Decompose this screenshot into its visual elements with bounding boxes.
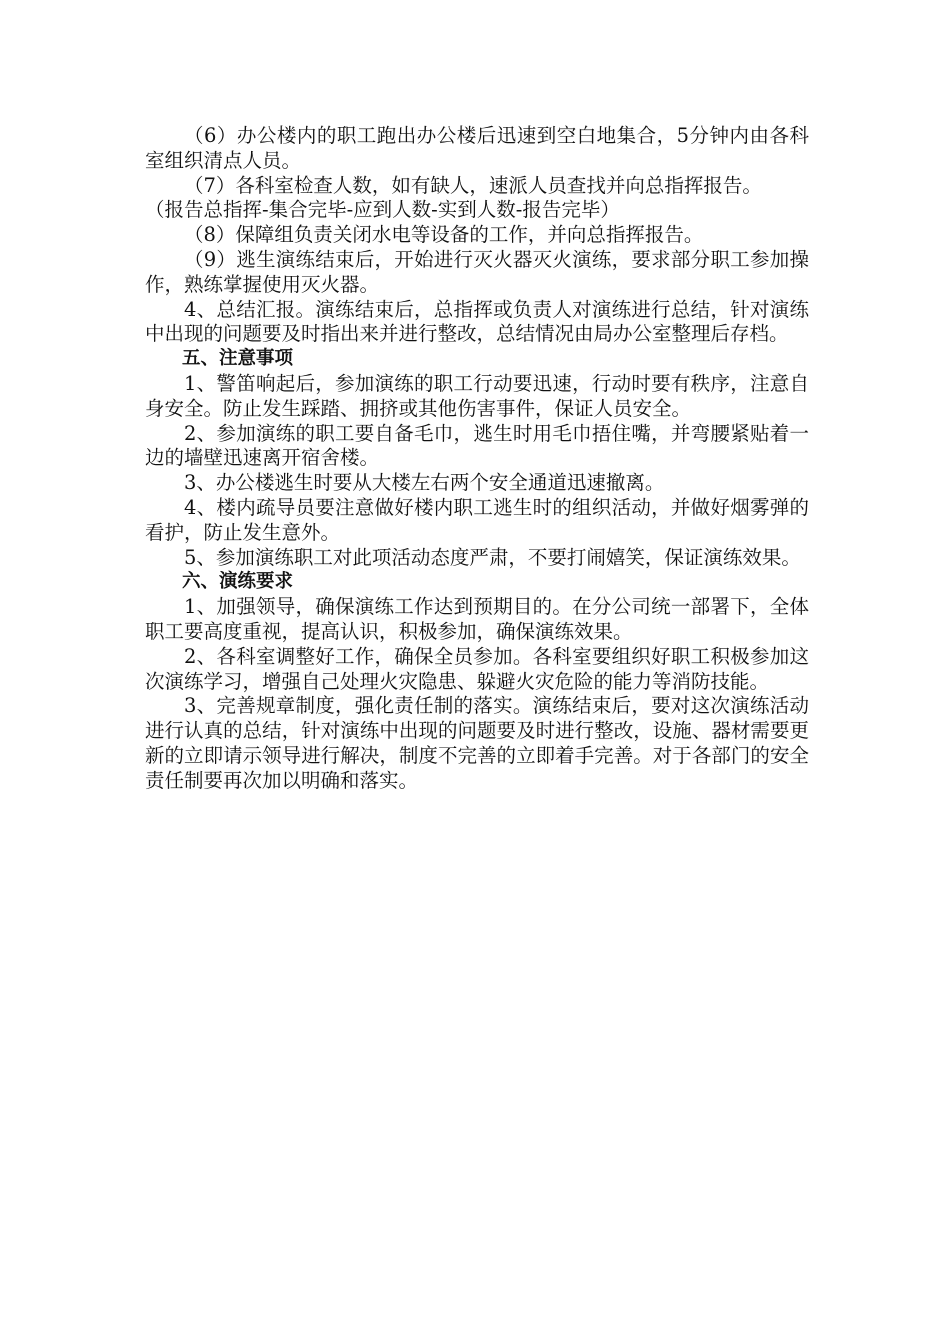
paragraph-step-8: （8）保障组负责关闭水电等设备的工作，并向总指挥报告。 bbox=[184, 223, 704, 247]
precaution-item-1: 1、警笛响起后，参加演练的职工行动要迅速，行动时要有秩序，注意自身安全。防止发生踩踏、拥挤或其他伤害事件，保证人员安全。 bbox=[145, 371, 809, 420]
document-body bbox=[145, 124, 809, 794]
precaution-item-3: 3、办公楼逃生时要从大楼左右两个安全通道迅速撤离。 bbox=[184, 471, 665, 495]
precaution-item-5: 5、参加演练职工对此项活动态度严肃，不要打闹嬉笑，保证演练效果。 bbox=[184, 545, 801, 569]
requirement-item-1: 1、加强领导，确保演练工作达到预期目的。在分公司统一部署下，全体职工要高度重视，提高认识，积极参加，确保演练效果。 bbox=[145, 595, 809, 643]
precaution-item-4: 4、楼内疏导员要注意做好楼内职工逃生时的组织活动，并做好烟雾弹的看护，防止发生意外。 bbox=[145, 495, 809, 544]
paragraph-step-7: （7）各科室检查人数，如有缺人，速派人员查找并向总指挥报告。 bbox=[184, 173, 762, 197]
requirement-item-2: 2、各科室调整好工作，确保全员参加。各科室要组织好职工积极参加这次演练学习，增强自己处理火灾隐患、躲避火灾危险的能力等消防技能。 bbox=[145, 644, 809, 693]
requirement-item-3: 3、完善规章制度，强化责任制的落实。演练结束后，要对这次演练活动进行认真的总结，针对演练中出现的问题要及时进行整改，设施、器材需要更新的立即请示领导进行解决，制度不完善的立即着手完善。对于各部门的安全责任制要再次加以明确和落实。 bbox=[145, 694, 809, 792]
paragraph-report-format: （报告总指挥-集合完毕-应到人数-实到人数-报告完毕） bbox=[145, 198, 620, 222]
paragraph-summary-report: 4、总结汇报。演练结束后，总指挥或负责人对演练进行总结，针对演练中出现的问题要及时指出来并进行整改，总结情况由局办公室整理后存档。 bbox=[145, 297, 809, 346]
section-heading-precautions: 五、注意事项 bbox=[182, 348, 294, 370]
paragraph-step-6: （6）办公楼内的职工跑出办公楼后迅速到空白地集合，5分钟内由各科室组织清点人员。 bbox=[145, 124, 809, 172]
precaution-item-2: 2、参加演练的职工要自备毛巾，逃生时用毛巾捂住嘴，并弯腰紧贴着一边的墙壁迅速离开宿舍楼。 bbox=[145, 421, 809, 470]
section-heading-requirements: 六、演练要求 bbox=[182, 571, 294, 593]
paragraph-step-9: （9）逃生演练结束后，开始进行灭火器灭火演练，要求部分职工参加操作，熟练掌握使用灭火器。 bbox=[145, 247, 809, 296]
